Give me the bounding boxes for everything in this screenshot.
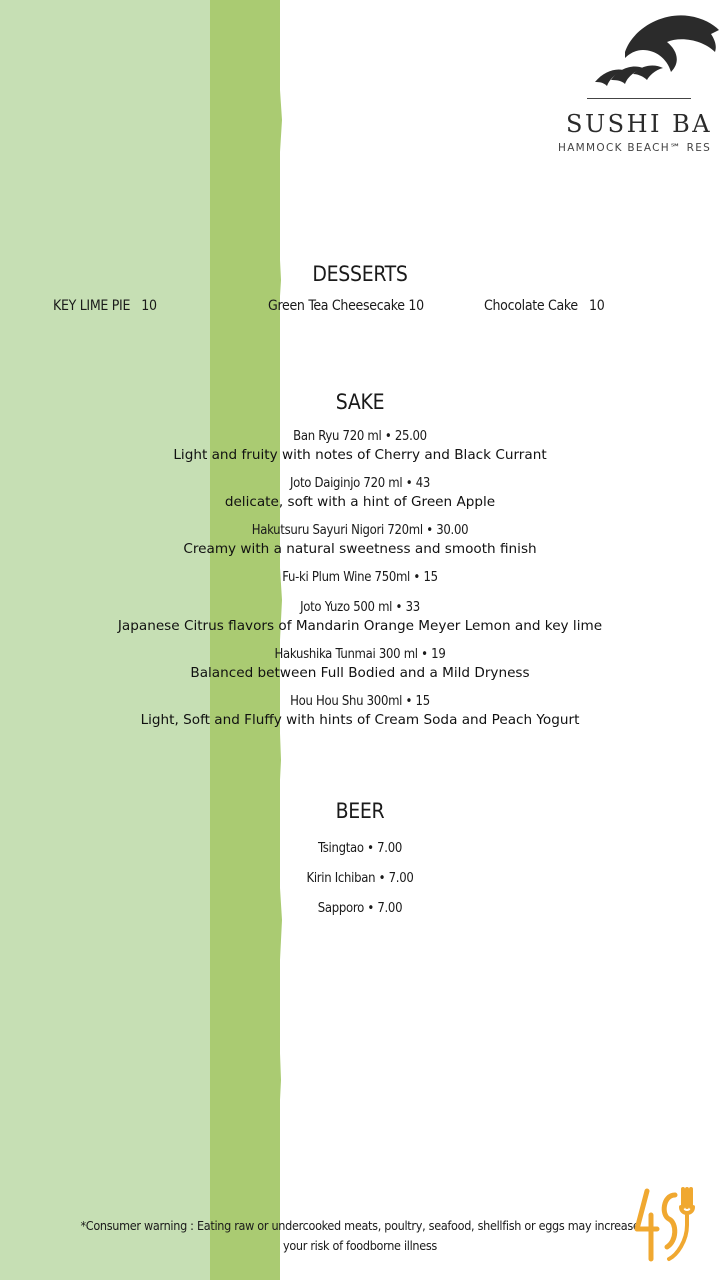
- logo-divider: [587, 98, 691, 99]
- background-stripe-pale: [0, 0, 214, 1280]
- fork-number-icon: [633, 1185, 699, 1265]
- brand-name: SUSHI BA: [566, 110, 713, 138]
- beer-item: Tsingtao • 7.00: [318, 841, 402, 856]
- sake-item-name: Hou Hou Shu 300ml • 15: [290, 694, 430, 709]
- dolphin-logo-icon: [585, 10, 720, 90]
- dessert-name: Green Tea Cheesecake: [268, 298, 405, 314]
- dessert-price: 10: [589, 298, 605, 314]
- consumer-warning: [60, 1216, 660, 1256]
- sake-item-description: Balanced between Full Bodied and a Mild Dryness: [190, 665, 530, 681]
- sake-item-description: Japanese Citrus flavors of Mandarin Orange Meyer Lemon and key lime: [117, 618, 603, 634]
- dessert-price: 10: [141, 298, 157, 314]
- sake-item-name: Joto Daiginjo 720 ml • 43: [289, 476, 431, 491]
- dessert-item: [268, 298, 424, 314]
- brand-subtitle: HAMMOCK BEACH℠ RES: [558, 142, 712, 154]
- beer-item: Sapporo • 7.00: [317, 901, 403, 916]
- sake-item-name: Fu-ki Plum Wine 750ml • 15: [282, 570, 438, 585]
- sake-item-description: delicate, soft with a hint of Green Apple: [224, 494, 496, 510]
- beer-title: BEER: [335, 799, 385, 823]
- sake-item-name: Joto Yuzo 500 ml • 33: [300, 600, 420, 615]
- dessert-price: 10: [408, 298, 424, 314]
- beer-item: Kirin Ichiban • 7.00: [306, 871, 414, 886]
- sake-item-name: Ban Ryu 720 ml • 25.00: [293, 429, 427, 444]
- background-stripe-green: [210, 0, 280, 1280]
- sake-item-description: Light, Soft and Fluffy with hints of Cream Soda and Peach Yogurt: [140, 712, 580, 728]
- sake-item-description: Creamy with a natural sweetness and smooth finish: [183, 541, 537, 557]
- sake-item-name: Hakushika Tunmai 300 ml • 19: [274, 647, 446, 662]
- dessert-name: KEY LIME PIE: [53, 298, 131, 314]
- consumer-warning-line: your risk of foodborne illness: [283, 1238, 437, 1253]
- dessert-item: [484, 298, 604, 314]
- consumer-warning-line: *Consumer warning : Eating raw or undercooked meats, poultry, seafood, shellfish or eggs may increase: [80, 1218, 640, 1233]
- dessert-item: [53, 298, 157, 314]
- sake-item-name: Hakutsuru Sayuri Nigori 720ml • 30.00: [251, 523, 469, 538]
- sake-title: SAKE: [335, 390, 385, 414]
- sake-item-description: Light and fruity with notes of Cherry and Black Currant: [173, 447, 547, 463]
- desserts-title: DESSERTS: [312, 262, 408, 286]
- brand-logo: [555, 10, 720, 160]
- dessert-name: Chocolate Cake: [484, 298, 578, 314]
